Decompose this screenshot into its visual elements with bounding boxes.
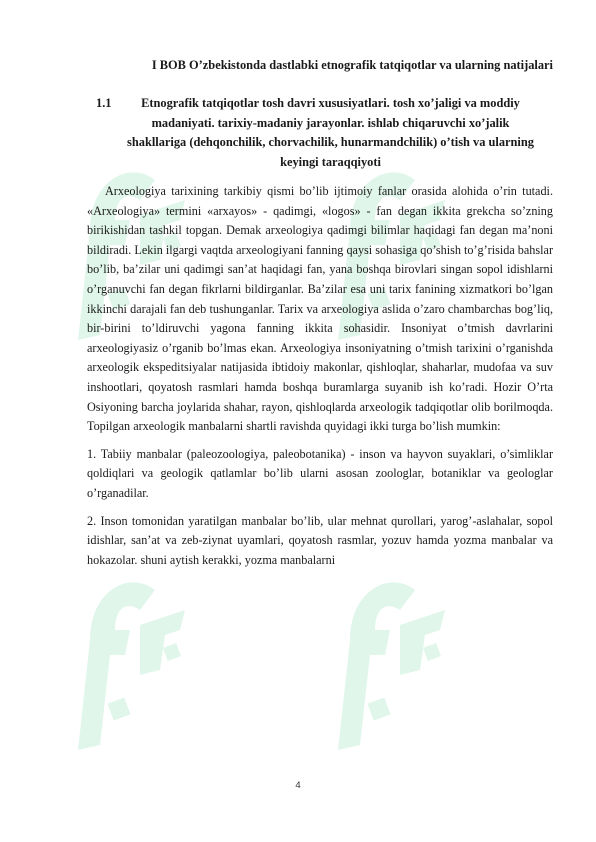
paragraph: 2. Inson tomonidan yaratilgan manbalar bo’lib, ular mehnat qurollari, yarog’-aslahalar, sopol idishlar, san’at va zeb-ziynat uyamlari, qoyatosh rasmlar, yozuv hamda yozma manbalar va hokazolar. shuni aytish kerakki, yozma manbalarni [87,513,553,567]
paragraph: 1. Tabiiy manbalar (paleozoologiya, paleobotanika) - inson va hayvon suyaklari, o’simliklar qoldiqlari va geologik qatlamlar bo’lib ularni asosan zoologlar, botaniklar va geologlar o’rganadilar. [87,446,553,500]
section-heading [87,94,553,172]
page-number: 4 [295,780,301,791]
document-body [87,57,553,570]
section-number: 1.1 [96,96,112,110]
chapter-title: I BOB O’zbekistonda dastlabki etnografik tatqiqotlar va ularning natijalari [151,58,553,72]
paragraph: Arxeologiya tarixining tarkibiy qismi bo’lib ijtimoiy fanlar orasida alohida o’rin tutadi. «Arxeologiya» termini «arxayos» - qadimgi, «logos» - fan degan ikkita grekcha so’zning birikishidan tashkil topgan. Demak arxeologiya qadimgi bilimlar haqidagi fan degan ma’noni bildiradi. Lekin ilgargi vaqtda arxeologiyani fanning qaysi sohasiga qo’shish to’g’risida bahslar bo’lib, ba’zilar uni qadimgi san’at haqidagi fan, yana boshqa birovlari singan sopol idishlarni o’rganuvchi fan degan fikrlarni bildirganlar. Ba’zilar esa uni tarix fanining xizmatkori bo’lgan ikkinchi darajali fan deb tushunganlar. Tarix va arxeologiya aslida o’zaro chambarchas bog’liq, bir-birini to’ldiruvchi yagona fanning ikkita sohasidir. Insoniyat o’tmish davrlarini arxeologiyasiz o’rganib bo’lmas ekan. Arxeologiya insoniyatning o’tmish tarixini o’rganishda arxeologik ekspeditsiyalar natijasida ibtidoiy makonlar, qishloqlar, shaharlar, mudofaa va suv inshootlari, qoyatosh rasmlari hamda boshqa buramlarga suyanib ish ko’radi. Hozir O’rta Osiyoning barcha joylarida shahar, rayon, qishloqlarda arxeologik tadqiqotlar olib borilmoqda. Topilgan arxeologik manbalarni shartli ravishda quyidagi ikki turga bo’lish mumkin: [87,184,553,434]
section-title: Etnografik tatqiqotlar tosh davri xususiyatlari. tosh xo’jaligi va moddiy madaniyati. tarixiy-madaniy jarayonlar. ishlab chiqaruvchi xo’jalik shakllariga (dehqonchilik, chorvachilik, hunarmandchilik) o’tish va ularning keyingi taraqqiyoti [127,96,534,169]
